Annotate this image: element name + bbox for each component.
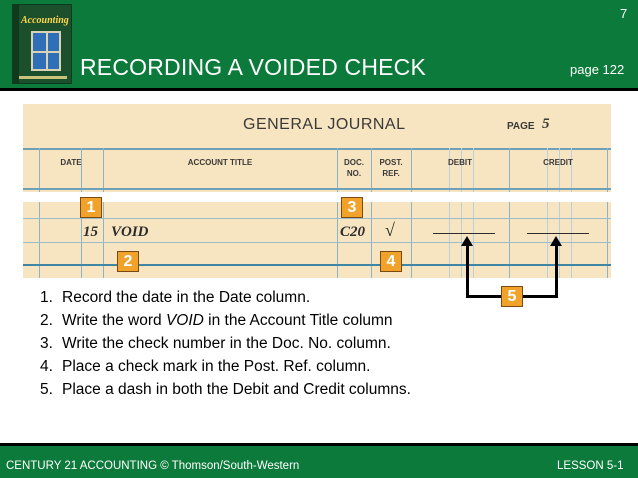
step-text: Write the word <box>62 312 166 329</box>
entry-check-mark: √ <box>385 220 395 240</box>
steps-list <box>40 289 520 404</box>
journal-title: GENERAL JOURNAL <box>243 116 406 133</box>
book-foot-bar <box>19 76 67 79</box>
callout-3: 3 <box>341 197 363 218</box>
arrow-shaft-credit <box>555 244 558 298</box>
step-text: Place a check mark in the Post. Ref. column. <box>62 358 371 375</box>
step-item <box>40 289 520 312</box>
doc-no-line2: NO. <box>346 169 362 178</box>
doc-no-line1: DOC. <box>344 158 364 167</box>
callout-2: 2 <box>117 251 139 272</box>
post-ref-line2: REF. <box>382 169 400 178</box>
step-item <box>40 381 520 404</box>
journal-top-rule <box>23 148 611 150</box>
step-text-after: in the Account Title column <box>203 312 393 329</box>
column-header-credit: CREDIT <box>543 158 573 167</box>
step-number: 5. <box>40 381 53 398</box>
general-journal <box>23 104 611 278</box>
column-header-post-ref <box>371 157 411 179</box>
post-ref-line1: POST. <box>379 158 403 167</box>
row-rule <box>23 242 611 243</box>
journal-page-label: PAGE <box>507 121 535 132</box>
column-header-doc-no <box>337 157 371 179</box>
row-rule-thick <box>23 264 611 266</box>
step-number: 2. <box>40 312 53 329</box>
column-header-account-title: ACCOUNT TITLE <box>187 158 253 167</box>
debit-dash <box>433 233 495 234</box>
page-reference: page 122 <box>570 62 625 77</box>
header-rule <box>23 188 611 190</box>
step-emphasis: VOID <box>165 312 204 329</box>
book-spine <box>13 5 19 83</box>
entry-doc-number: C20 <box>340 224 366 240</box>
entry-day: 15 <box>83 224 98 240</box>
column-rule <box>39 148 40 278</box>
row-highlight <box>23 192 611 202</box>
arrow-head-credit <box>550 236 562 246</box>
step-number: 4. <box>40 358 53 375</box>
column-header-debit: DEBIT <box>448 158 472 167</box>
callout-1: 1 <box>80 197 102 218</box>
entry-account-void: VOID <box>111 224 149 240</box>
step-number: 1. <box>40 289 53 306</box>
slide-number: 7 <box>620 6 628 21</box>
callout-5: 5 <box>501 286 523 307</box>
credit-dash <box>527 233 589 234</box>
column-header-date: DATE <box>60 158 82 167</box>
step-text: Place a dash in both the Debit and Credit columns. <box>62 381 411 398</box>
textbook-cover-image <box>12 4 72 84</box>
book-title: Accounting <box>21 15 69 26</box>
arrow-head-debit <box>461 236 473 246</box>
header-divider <box>0 88 638 91</box>
step-text: Write the check number in the Doc. No. column. <box>62 335 391 352</box>
step-item <box>40 312 520 335</box>
column-rule <box>607 148 608 278</box>
journal-page-number: 5 <box>542 116 550 132</box>
step-item <box>40 358 520 381</box>
footer-lesson: LESSON 5-1 <box>557 460 624 472</box>
step-text: Record the date in the Date column. <box>62 289 311 306</box>
footer-copyright: CENTURY 21 ACCOUNTING © Thomson/South-Western <box>6 460 300 472</box>
callout-4: 4 <box>380 251 402 272</box>
row-rule <box>23 218 611 219</box>
step-item <box>40 335 520 358</box>
slide-title: RECORDING A VOIDED CHECK <box>80 54 427 80</box>
book-window-graphic <box>31 31 61 71</box>
step-number: 3. <box>40 335 53 352</box>
